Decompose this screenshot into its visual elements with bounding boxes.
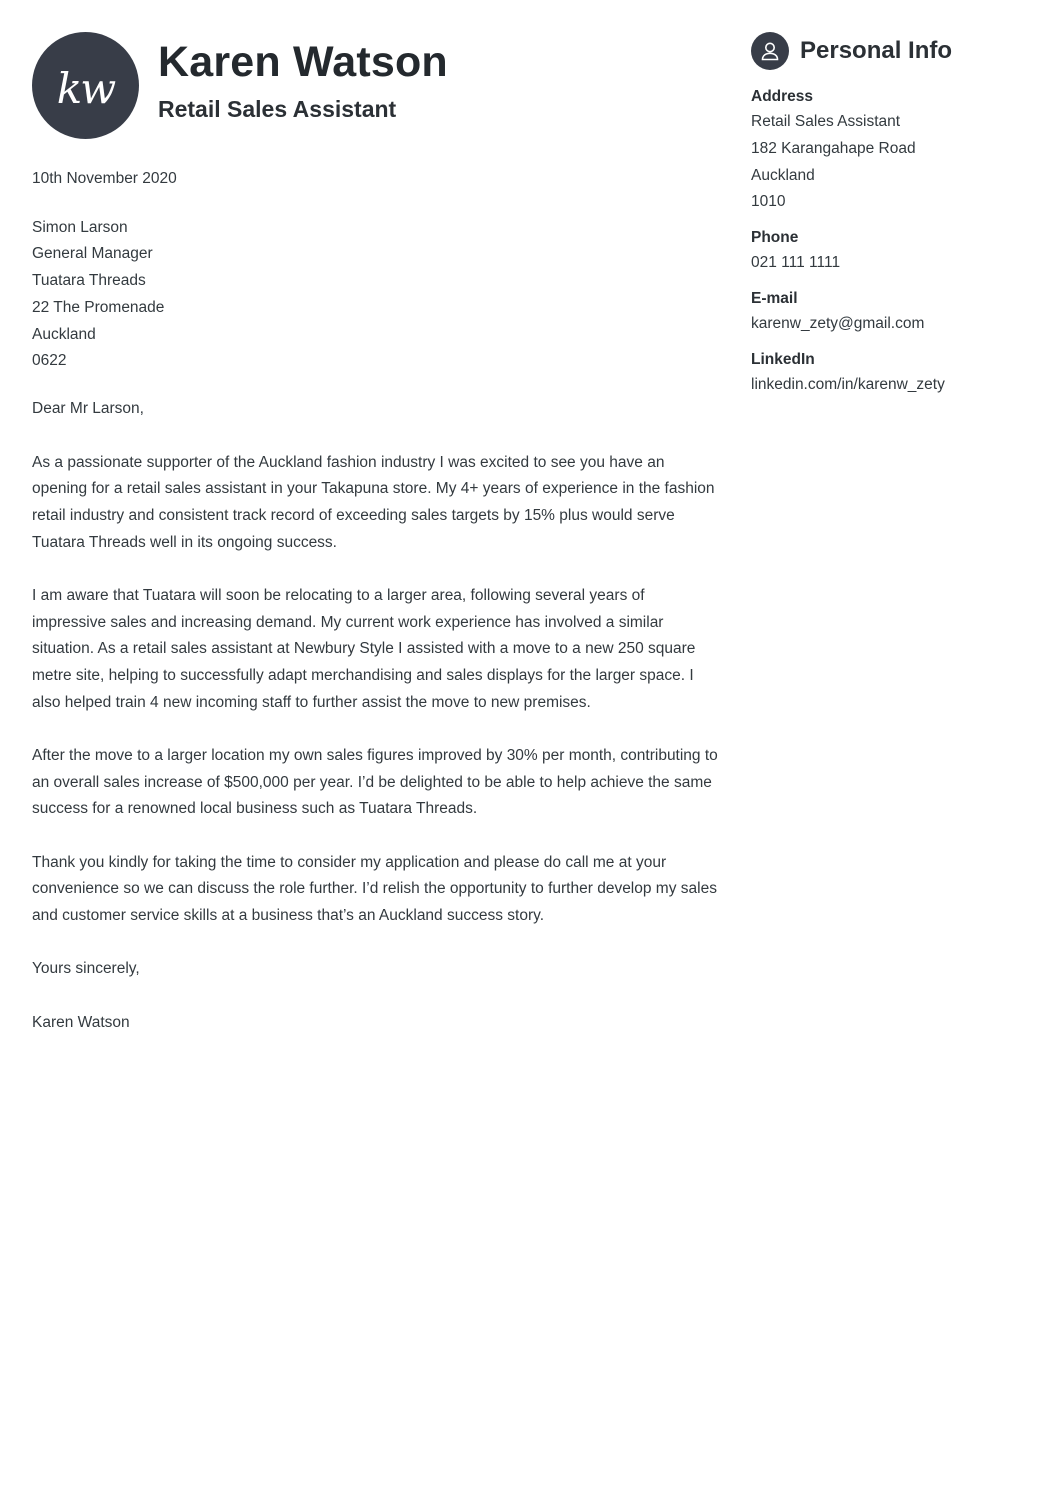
letter-body [32,166,722,1037]
email-value: karenw_zety@gmail.com [751,314,925,332]
email-label: E-mail [751,289,798,307]
address-line: Auckland [751,166,815,184]
recipient-street: 22 The Promenade [32,298,165,316]
user-icon [751,32,789,70]
monogram-avatar [32,32,139,139]
letter-closing: Yours sincerely, [32,960,140,978]
personal-info-sidebar [751,32,1041,408]
linkedin-section [751,347,1041,399]
applicant-title: Retail Sales Assistant [158,96,397,122]
letter-signature: Karen Watson [32,1013,130,1031]
personal-info-list [751,84,1041,399]
linkedin-label: LinkedIn [751,350,815,368]
email-section [751,286,1041,338]
recipient-position: General Manager [32,245,153,263]
address-line: 1010 [751,193,786,211]
recipient-postcode: 0622 [32,352,67,370]
phone-label: Phone [751,229,799,247]
letter-greeting: Dear Mr Larson, [32,399,144,417]
recipient-name: Simon Larson [32,218,128,236]
address-section [751,84,1041,216]
phone-section [751,225,1041,277]
address-line: 182 Karangahape Road [751,139,916,157]
phone-value: 021 111 1111 [751,254,841,272]
personal-info-header [751,32,1041,70]
applicant-name: Karen Watson [158,38,448,86]
letter-paragraph: As a passionate supporter of the Auckland fashion industry I was excited to see you have an opening for a retail sales assistant in your Takapuna store. My 4+ years of experience in the fashion retail industry and consistent track record of exceeding sales targets by 15% plus would serve Tuatara Threads well in its ongoing success. [32,453,715,551]
recipient-city: Auckland [32,325,96,343]
address-line: Retail Sales Assistant [751,113,901,130]
personal-info-title: Personal Info [800,37,953,64]
letter-paragraph: I am aware that Tuatara will soon be relocating to a larger area, following several years of impressive sales and increasing demand. My current work experience has involved a similar situation. As a retail sales assistant at Newbury Style I assisted with a move to a new 250 square metre site, helping to successfully adapt merchandising and sales displays for the larger space. I also helped train 4 new incoming staff to further assist the move to new premises. [32,586,696,711]
monogram-text: kw [56,64,115,113]
letter-paragraph: After the move to a larger location my own sales figures improved by 30% per month, contributing to an overall sales increase of $500,000 per year. I’d be delighted to be able to help achieve the same success for a renowned local business such as Tuatara Threads. [32,746,718,818]
linkedin-value: linkedin.com/in/karenw_zety [751,375,945,393]
recipient-block [32,215,722,375]
letter-date: 10th November 2020 [32,170,177,187]
recipient-company: Tuatara Threads [32,272,146,290]
address-label: Address [751,88,814,105]
letter-paragraph: Thank you kindly for taking the time to consider my application and please do call me at your convenience so we can discuss the role further. I’d relish the opportunity to further develop my sales and customer service skills at a business that’s an Auckland success story. [32,853,717,924]
